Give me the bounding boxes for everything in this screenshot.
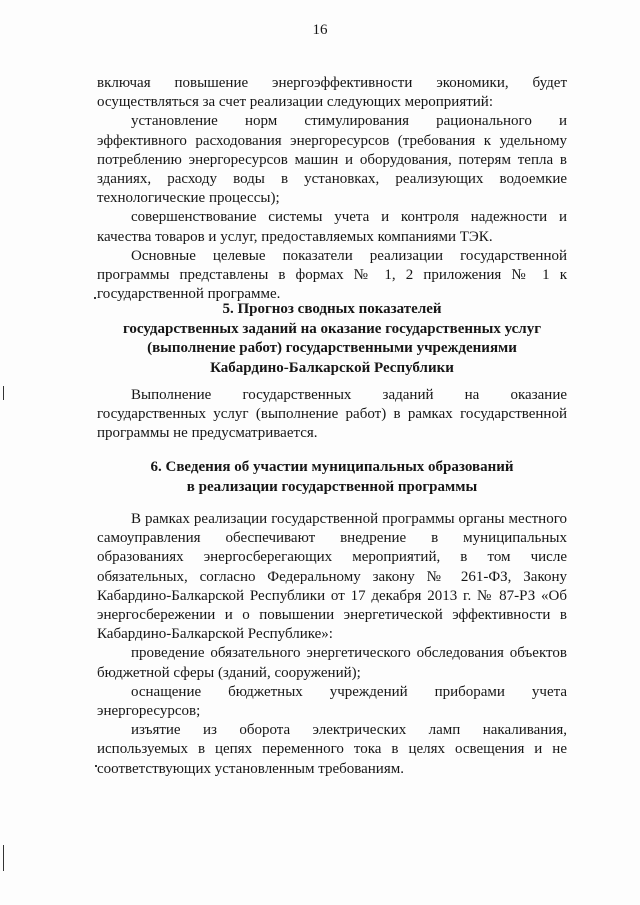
heading-line: 5. Прогноз сводных показателей [222,301,442,317]
paragraph: установление норм стимулирования рационального и эффективного расходования энергоресурсов (требования к удельному потреблению энергоресурсов машин и оборудования, потерям тепла в зданиях, расходу воды в установках, реализующих водоемкие технологические процессы); [97,113,567,207]
section-5-heading [97,300,567,378]
heading-line: 6. Сведения об участии муниципальных образований [150,459,514,475]
paragraph: Основные целевые показатели реализации государственной программы представлены в формах № 1, 2 приложения № 1 к государственной программе. [97,247,567,303]
heading-line: (выполнение работ) государственными учреждениями [147,340,517,356]
scan-margin-mark [3,386,4,400]
paragraph: изъятие из оборота электрических ламп накаливания, используемых в цепях переменного тока в целях освещения и не соответствующих установленным требованиям. [97,722,567,777]
heading-line: в реализации государственной программы [186,478,478,495]
paragraph: Выполнение государственных заданий на оказание государственных услуг (выполнение работ) в рамках государственной программы не предусматривается. [97,387,567,442]
intro-text-block [97,74,567,304]
scan-speck [94,297,96,299]
scan-margin-mark [3,845,4,871]
paragraph: В рамках реализации государственной программы органы местного самоуправления обеспечивают внедрение в муниципальных образованиях энергосберегающих мероприятий, в том числе обязательных, согласно Федеральному закону № 261-ФЗ, Закону Кабардино-Балкарской Республики от 17 декабря 2013 г. № 87-РЗ «Об энергосбережении и о повышении энергетической эффективности в Кабардино-Балкарской Республике»: [97,511,567,643]
heading-line: государственных заданий на оказание государственных услуг [122,320,542,337]
paragraph: включая повышение энергоэффективности экономики, будет осуществляться за счет реализации следующих мероприятий: [97,75,567,111]
section-5-text [97,386,567,444]
scan-speck [95,765,97,767]
section-6-heading [97,458,567,497]
page-number: 16 [312,22,328,38]
paragraph: проведение обязательного энергетического обследования объектов бюджетной сферы (зданий, сооружений); [97,645,567,681]
section-6-text [97,510,567,779]
paragraph: оснащение бюджетных учреждений приборами учета энергоресурсов; [97,683,567,720]
paragraph: совершенствование системы учета и контроля надежности и качества товаров и услуг, предоставляемых компаниями ТЭК. [97,209,567,245]
heading-line: Кабардино-Балкарской Республики [210,359,454,376]
